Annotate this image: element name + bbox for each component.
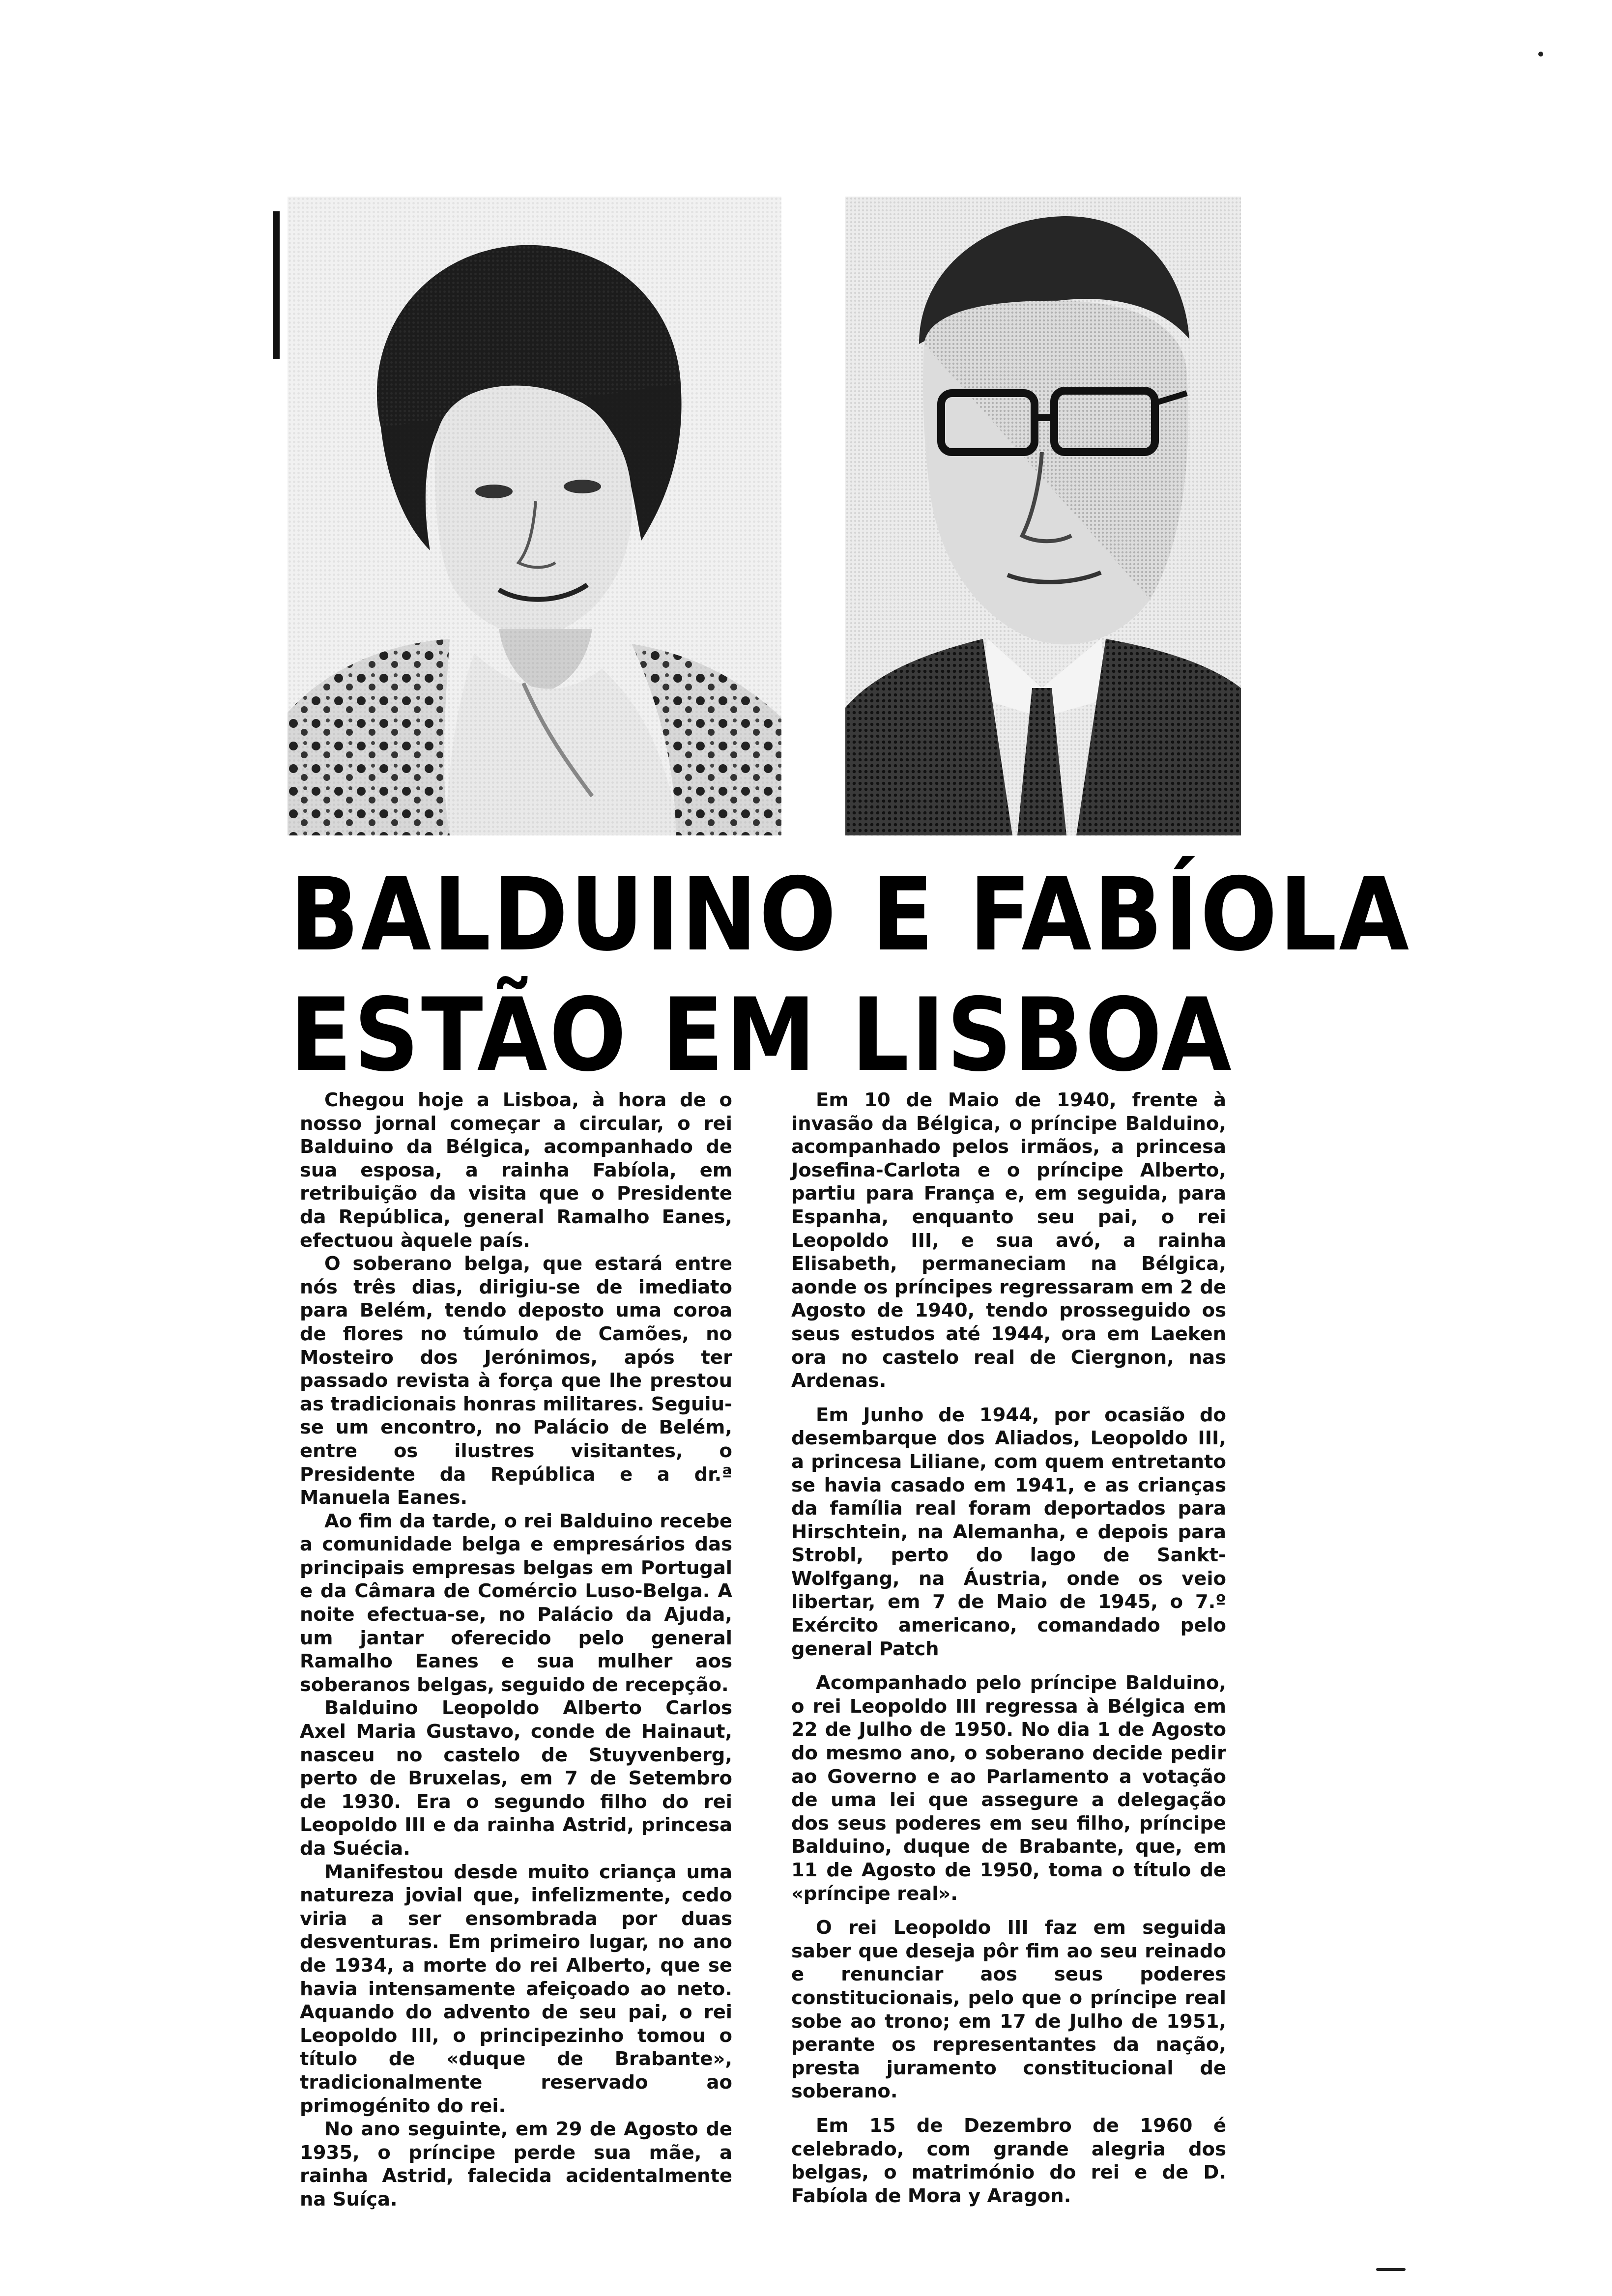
headline-line-2: ESTÃO EM LISBOA [290, 977, 1234, 1094]
king-baudouin-portrait [845, 197, 1241, 835]
paragraph: Ao fim da tarde, o rei Balduino recebe a comunidade belga e empresários das principais empresas belgas em Portugal e da Câmara de Comércio Luso-Belga. A noite efectua-se, no Palácio da Ajuda, um jantar oferecido pelo general Ramalho Eanes e sua mulher aos soberanos belgas, seguido de recepção. [300, 1510, 732, 1696]
paragraph: Manifestou desde muito criança uma natureza jovial que, infelizmente, cedo viria a ser ensombrada por duas desventuras. Em primeiro lugar, no ano de 1934, a morte do rei Alberto, que se havia intensamente afeiçoado ao neto. Aquando do advento de seu pai, o rei Leopoldo III, o principezinho tomou o título de «duque de Brabante», tradicionalmente reservado ao primogénito do rei. [300, 1861, 732, 2117]
scan-edge-rule [273, 211, 280, 359]
paragraph: Em 10 de Maio de 1940, frente à invasão da Bélgica, o príncipe Balduino, acompanhado pelos irmãos, a princesa Josefina-Carlota e o príncipe Alberto, partiu para França e, em seguida, para Espanha, enquanto seu pai, o rei Leopoldo III, e sua avó, a rainha Elisabeth, permaneciam na Bélgica, aonde os príncipes regressaram em 2 de Agosto de 1940, tendo prosseguido os seus estudos até 1944, ora em Laeken ora no castelo real de Ciergnon, nas Ardenas. [791, 1089, 1226, 1392]
headline-line-1: BALDUINO E FABÍOLA [290, 857, 1411, 974]
photo-king-baudouin [845, 197, 1241, 835]
paragraph: Chegou hoje a Lisboa, à hora de o nosso jornal começar a circular, o rei Balduino da Bélgica, acompanhado de sua esposa, a rainha Fabíola, em retribuição da visita que o Presidente da República, general Ramalho Eanes, efectuou àquele país. [300, 1089, 732, 1252]
paragraph: O rei Leopoldo III faz em seguida saber que deseja pôr fim ao seu reinado e renunciar aos seus poderes constitucionais, pelo que o príncipe real sobe ao trono; em 17 de Julho de 1951, perante os representantes da nação, presta juramento constitucional de soberano. [791, 1917, 1226, 2103]
paragraph: Acompanhado pelo príncipe Balduino, o rei Leopoldo III regressa à Bélgica em 22 de Julho de 1950. No dia 1 de Agosto do mesmo ano, o soberano decide pedir ao Governo e ao Parlamento a votação de uma lei que assegure a delegação dos seus poderes em seu filho, príncipe Balduino, duque de Brabante, que, em 11 de Agosto de 1950, toma o título de «príncipe real». [791, 1672, 1226, 1905]
queen-fabiola-portrait [288, 197, 781, 835]
paragraph: Balduino Leopoldo Alberto Carlos Axel Maria Gustavo, conde de Hainaut, nasceu no castelo de Stuyvenberg, perto de Bruxelas, em 7 de Setembro de 1930. Era o segundo filho do rei Leopoldo III e da rainha Astrid, princesa da Suécia. [300, 1697, 732, 1860]
paragraph: No ano seguinte, em 29 de Agosto de 1935, o príncipe perde sua mãe, a rainha Astrid, falecida acidentalmente na Suíça. [300, 2118, 732, 2210]
article-left-column [300, 1089, 732, 2211]
paragraph: O soberano belga, que estará entre nós três dias, dirigiu-se de imediato para Belém, tendo deposto uma coroa de flores no túmulo de Camões, no Mosteiro dos Jerónimos, após ter passado revista à força que lhe prestou as tradicionais honras militares. Seguiu-se um encontro, no Palácio de Belém, entre os ilustres visitantes, o Presidente da República e a dr.ª Manuela Eanes. [300, 1253, 732, 1509]
paragraph: Em 15 de Dezembro de 1960 é celebrado, com grande alegria dos belgas, o matrimónio do rei e de D. Fabíola de Mora y Aragon. [791, 2114, 1226, 2207]
scan-speck [1538, 52, 1543, 57]
scan-speck [1376, 2268, 1406, 2271]
photo-queen-fabiola [288, 197, 781, 835]
article-right-column [791, 1089, 1226, 2208]
paragraph: Em Junho de 1944, por ocasião do desembarque dos Aliados, Leopoldo III, a princesa Liliane, com quem entretanto se havia casado em 1941, e as crianças da família real foram deportados para Hirschtein, na Alemanha, e depois para Strobl, perto do lago de Sankt-Wolfgang, na Áustria, onde os veio libertar, em 7 de Maio de 1945, o 7.º Exército americano, comandado pelo general Patch [791, 1404, 1226, 1660]
